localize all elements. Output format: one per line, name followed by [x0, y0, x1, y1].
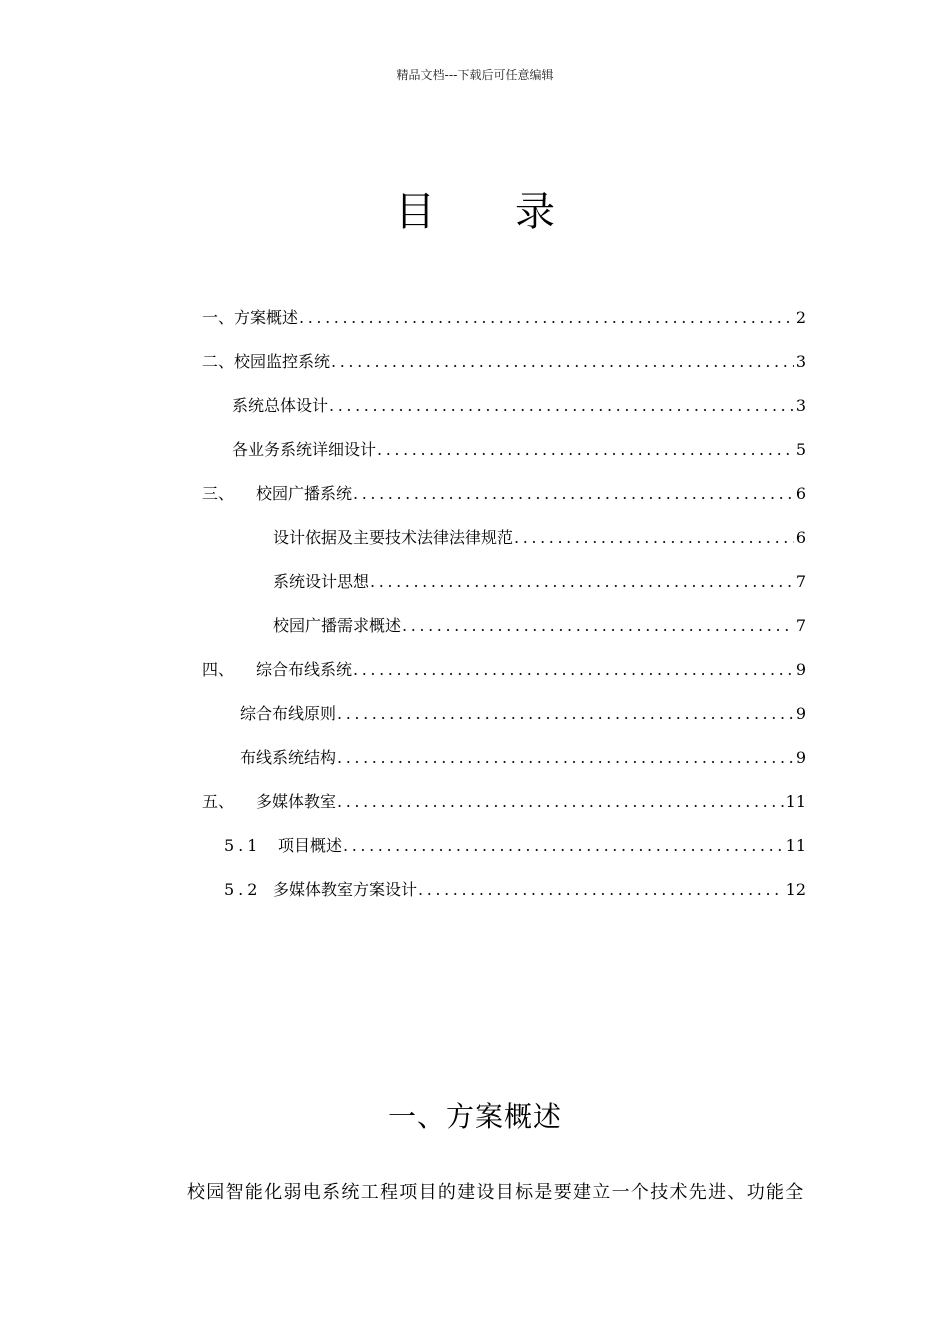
toc-entry[interactable] [202, 306, 806, 330]
toc-entry-number: 一、 [202, 308, 235, 327]
toc-entry-page: 7 [795, 616, 806, 635]
toc-leader-dots [331, 350, 794, 374]
toc-title-char-1: 目 [395, 189, 435, 235]
toc-entry-page: 3 [795, 396, 806, 415]
toc-entry-label: 各业务系统详细设计 [232, 440, 377, 459]
toc-leader-dots [514, 526, 794, 550]
toc-title [395, 184, 565, 240]
toc-entry-label: 方案概述 [234, 308, 299, 327]
toc-entry-page: 3 [795, 352, 806, 371]
toc-entry-page: 5 [795, 440, 806, 459]
toc-entry-label: 项目概述 [278, 836, 343, 855]
toc-entry-page: 9 [795, 748, 806, 767]
toc-entry[interactable] [232, 394, 806, 418]
toc-entry[interactable] [273, 526, 806, 550]
body-paragraph: 校园智能化弱电系统工程项目的建设目标是要建立一个技术先进、功能全 [187, 1182, 805, 1203]
toc-entry-number: 5.1 [224, 836, 262, 855]
toc-entry-label: 设计依据及主要技术法律法律规范 [273, 528, 514, 547]
toc-entry[interactable] [202, 658, 806, 682]
toc-leader-dots [337, 702, 794, 726]
toc-entry[interactable] [273, 570, 806, 594]
toc-entry-label: 多媒体教室 [256, 792, 337, 811]
toc-entry-page: 9 [795, 704, 806, 723]
toc-entry[interactable] [202, 482, 806, 506]
toc-entry[interactable] [273, 614, 806, 638]
toc-entry-page: 12 [785, 880, 806, 899]
toc-entry-page: 6 [795, 528, 806, 547]
toc-entry-number: 5.2 [224, 880, 262, 899]
toc-leader-dots [370, 570, 794, 594]
toc-entry-page: 11 [785, 836, 806, 855]
toc-entry-number: 五、 [202, 792, 235, 811]
toc-entry-label: 综合布线系统 [256, 660, 353, 679]
toc-leader-dots [337, 746, 794, 770]
toc-leader-dots [418, 878, 784, 902]
toc-entry[interactable] [202, 790, 806, 814]
toc-leader-dots [329, 394, 794, 418]
toc-leader-dots [337, 790, 784, 814]
toc-entry[interactable] [232, 438, 806, 462]
toc-entry[interactable] [202, 350, 806, 374]
toc-entry-page: 7 [795, 572, 806, 591]
toc-entry-label: 多媒体教室方案设计 [273, 880, 418, 899]
toc-entry[interactable] [224, 878, 806, 902]
toc-leader-dots [402, 614, 794, 638]
toc-entry-label: 综合布线原则 [240, 704, 337, 723]
toc-entry-page: 2 [795, 308, 806, 327]
toc-entry-page: 11 [785, 792, 806, 811]
toc-entry[interactable] [224, 834, 806, 858]
toc-title-char-2: 录 [515, 189, 555, 235]
page-header: 精品文档---下载后可任意编辑 [396, 68, 554, 82]
section-heading: 一、方案概述 [387, 1100, 562, 1133]
toc-entry-number: 四、 [202, 660, 235, 679]
toc-entry-label: 校园广播需求概述 [273, 616, 402, 635]
toc-entry-label: 校园广播系统 [256, 484, 353, 503]
toc-entry-page: 6 [795, 484, 806, 503]
toc-leader-dots [353, 482, 794, 506]
toc-entry-label: 系统设计思想 [273, 572, 370, 591]
toc-leader-dots [299, 306, 794, 330]
toc-entry-number: 三、 [202, 484, 235, 503]
toc-entry-label: 校园监控系统 [234, 352, 331, 371]
toc-leader-dots [377, 438, 794, 462]
toc-entry-page: 9 [795, 660, 806, 679]
toc-entry[interactable] [240, 702, 806, 726]
toc-leader-dots [343, 834, 784, 858]
toc-entry-number: 二、 [202, 352, 235, 371]
toc-entry[interactable] [240, 746, 806, 770]
toc-entry-label: 系统总体设计 [232, 396, 329, 415]
toc-leader-dots [353, 658, 794, 682]
toc-entry-label: 布线系统结构 [240, 748, 337, 767]
